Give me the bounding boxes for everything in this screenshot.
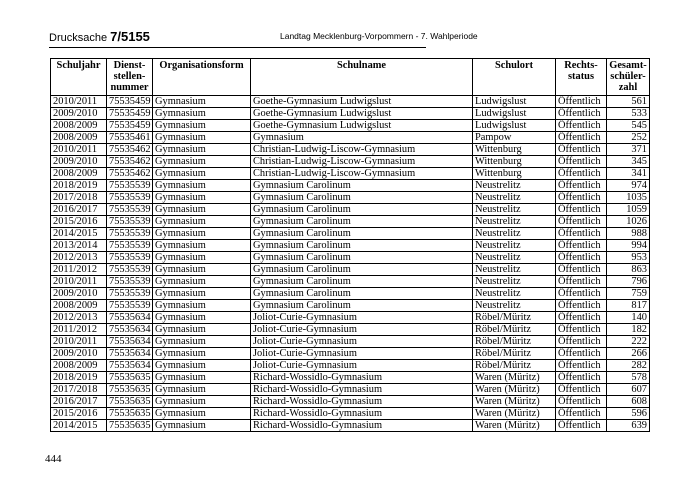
col-schulname-cell: Gymnasium Carolinum [251,192,473,204]
col-dienststellennummer-cell: 75535635 [107,396,153,408]
col-schulname-cell: Joliot-Curie-Gymnasium [251,312,473,324]
col-rechtsstatus-cell: Öffentlich [556,276,607,288]
col-gesamtschuelerzahl-cell: 140 [607,312,650,324]
table-row [51,252,650,264]
col-rechtsstatus-cell: Öffentlich [556,312,607,324]
col-schulname-cell: Joliot-Curie-Gymnasium [251,324,473,336]
col-organisationsform-cell: Gymnasium [153,324,251,336]
table-header-row [51,59,650,96]
col-schulname-cell: Gymnasium Carolinum [251,204,473,216]
col-dienststellennummer-cell: 75535459 [107,96,153,108]
table-row [51,408,650,420]
col-schulort-cell: Röbel/Müritz [473,312,556,324]
col-organisationsform-cell: Gymnasium [153,372,251,384]
col-organisationsform-cell: Gymnasium [153,192,251,204]
table-row [51,204,650,216]
col-schulname-cell: Joliot-Curie-Gymnasium [251,336,473,348]
col-rechtsstatus-cell: Öffentlich [556,192,607,204]
col-rechtsstatus-cell: Öffentlich [556,348,607,360]
col-schulname-cell: Richard-Wossidlo-Gymnasium [251,384,473,396]
col-schulort-cell: Waren (Müritz) [473,396,556,408]
col-rechtsstatus-cell: Öffentlich [556,288,607,300]
col-organisationsform-cell: Gymnasium [153,408,251,420]
col-gesamtschuelerzahl-cell: 994 [607,240,650,252]
col-dienststellennummer-cell: 75535539 [107,276,153,288]
col-schulname-cell: Christian-Ludwig-Liscow-Gymnasium [251,156,473,168]
col-organisationsform-cell: Gymnasium [153,108,251,120]
col-gesamtschuelerzahl-cell: 1026 [607,216,650,228]
col-dienststellennummer-cell: 75535539 [107,180,153,192]
col-dienststellennummer-cell: 75535635 [107,372,153,384]
col-schuljahr-cell: 2008/2009 [51,120,107,132]
col-rechtsstatus-header [556,59,607,96]
col-schulort-cell: Waren (Müritz) [473,420,556,432]
col-rechtsstatus-cell: Öffentlich [556,252,607,264]
col-rechtsstatus-cell: Öffentlich [556,324,607,336]
table-body [51,96,650,432]
col-dienststellennummer-cell: 75535634 [107,348,153,360]
col-gesamtschuelerzahl-cell: 863 [607,264,650,276]
col-organisationsform-cell: Gymnasium [153,348,251,360]
col-schuljahr-cell: 2010/2011 [51,96,107,108]
col-schulort-cell: Waren (Müritz) [473,384,556,396]
col-schuljahr-cell: 2010/2011 [51,276,107,288]
header-line: nummer [110,82,149,93]
table-row [51,396,650,408]
col-schulname-cell: Goethe-Gymnasium Ludwigslust [251,108,473,120]
col-rechtsstatus-cell: Öffentlich [556,204,607,216]
col-gesamtschuelerzahl-cell: 371 [607,144,650,156]
document-label [49,29,150,44]
col-dienststellennummer-cell: 75535634 [107,336,153,348]
table-row [51,300,650,312]
col-rechtsstatus-cell: Öffentlich [556,264,607,276]
col-schulort-cell: Wittenburg [473,168,556,180]
table-row [51,108,650,120]
col-schuljahr-cell: 2009/2010 [51,348,107,360]
col-gesamtschuelerzahl-cell: 796 [607,276,650,288]
col-gesamtschuelerzahl-cell: 545 [607,120,650,132]
col-schulort-cell: Neustrelitz [473,240,556,252]
col-schuljahr-cell: 2017/2018 [51,192,107,204]
col-organisationsform-cell: Gymnasium [153,132,251,144]
col-schuljahr-cell: 2008/2009 [51,168,107,180]
col-schuljahr-cell: 2008/2009 [51,360,107,372]
table-row [51,180,650,192]
col-schulort-cell: Waren (Müritz) [473,372,556,384]
col-organisationsform-cell: Gymnasium [153,180,251,192]
table-row [51,324,650,336]
col-organisationsform-cell: Gymnasium [153,420,251,432]
table-row [51,384,650,396]
table-row [51,144,650,156]
col-schuljahr-cell: 2015/2016 [51,408,107,420]
header-line: stellen- [113,71,146,82]
col-schuljahr-cell: 2012/2013 [51,312,107,324]
col-rechtsstatus-cell: Öffentlich [556,372,607,384]
col-dienststellennummer-cell: 75535635 [107,384,153,396]
col-schulort-cell: Ludwigslust [473,108,556,120]
col-dienststellennummer-cell: 75535635 [107,420,153,432]
header-line: Gesamt- [609,60,647,71]
col-organisationsform-cell: Gymnasium [153,384,251,396]
col-rechtsstatus-cell: Öffentlich [556,180,607,192]
col-schuljahr-cell: 2016/2017 [51,204,107,216]
col-schulort-cell: Neustrelitz [473,288,556,300]
col-schulort-cell: Wittenburg [473,144,556,156]
col-schulname-cell: Gymnasium Carolinum [251,300,473,312]
col-gesamtschuelerzahl-cell: 988 [607,228,650,240]
table-row [51,276,650,288]
col-rechtsstatus-cell: Öffentlich [556,336,607,348]
header-line: Dienst- [113,60,146,71]
col-gesamtschuelerzahl-cell: 639 [607,420,650,432]
col-dienststellennummer-cell: 75535539 [107,252,153,264]
col-organisationsform-cell: Gymnasium [153,300,251,312]
col-organisationsform-cell: Gymnasium [153,216,251,228]
col-schulname-cell: Gymnasium Carolinum [251,240,473,252]
col-gesamtschuelerzahl-cell: 341 [607,168,650,180]
col-organisationsform-cell: Gymnasium [153,228,251,240]
col-organisationsform-cell: Gymnasium [153,240,251,252]
col-schuljahr-cell: 2010/2011 [51,144,107,156]
col-schulort-cell: Röbel/Müritz [473,336,556,348]
table-row [51,216,650,228]
col-gesamtschuelerzahl-cell: 578 [607,372,650,384]
col-schulort-cell: Röbel/Müritz [473,360,556,372]
col-rechtsstatus-cell: Öffentlich [556,240,607,252]
col-gesamtschuelerzahl-cell: 953 [607,252,650,264]
col-schulname-cell: Goethe-Gymnasium Ludwigslust [251,96,473,108]
col-organisationsform-cell: Gymnasium [153,120,251,132]
col-schulname-cell: Joliot-Curie-Gymnasium [251,348,473,360]
table-row [51,372,650,384]
col-schulort-cell: Neustrelitz [473,204,556,216]
col-schulort-cell: Neustrelitz [473,228,556,240]
col-dienststellennummer-cell: 75535539 [107,228,153,240]
col-gesamtschuelerzahl-cell: 1035 [607,192,650,204]
col-organisationsform-cell: Gymnasium [153,276,251,288]
col-dienststellennummer-cell: 75535539 [107,288,153,300]
table-row [51,132,650,144]
col-rechtsstatus-cell: Öffentlich [556,396,607,408]
col-dienststellennummer-header [107,59,153,96]
col-schulort-cell: Röbel/Müritz [473,348,556,360]
col-organisationsform-cell: Gymnasium [153,264,251,276]
col-schulname-cell: Richard-Wossidlo-Gymnasium [251,408,473,420]
col-dienststellennummer-cell: 75535462 [107,156,153,168]
col-rechtsstatus-cell: Öffentlich [556,216,607,228]
col-rechtsstatus-cell: Öffentlich [556,360,607,372]
col-dienststellennummer-cell: 75535539 [107,264,153,276]
col-dienststellennummer-cell: 75535462 [107,144,153,156]
doc-number: 7/5155 [110,29,150,44]
col-schulname-cell: Goethe-Gymnasium Ludwigslust [251,120,473,132]
col-organisationsform-cell: Gymnasium [153,252,251,264]
table-row [51,420,650,432]
col-rechtsstatus-cell: Öffentlich [556,420,607,432]
col-dienststellennummer-cell: 75535461 [107,132,153,144]
header-line: status [568,71,594,82]
col-schuljahr-cell: 2015/2016 [51,216,107,228]
col-schulname-cell: Gymnasium Carolinum [251,276,473,288]
col-rechtsstatus-cell: Öffentlich [556,228,607,240]
table-row [51,288,650,300]
col-dienststellennummer-cell: 75535459 [107,120,153,132]
col-schulort-cell: Neustrelitz [473,216,556,228]
table-row [51,360,650,372]
col-dienststellennummer-cell: 75535539 [107,192,153,204]
header-line: Organisationsform [159,60,244,71]
col-schulort-cell: Neustrelitz [473,180,556,192]
col-schulname-cell: Christian-Ludwig-Liscow-Gymnasium [251,144,473,156]
doc-label-text: Drucksache [49,32,108,44]
col-organisationsform-cell: Gymnasium [153,360,251,372]
col-schulort-cell: Röbel/Müritz [473,324,556,336]
col-schulort-cell: Neustrelitz [473,252,556,264]
col-organisationsform-cell: Gymnasium [153,288,251,300]
header-line: Schulname [336,60,387,71]
table-row [51,120,650,132]
header-line: zahl [618,82,638,93]
col-gesamtschuelerzahl-cell: 345 [607,156,650,168]
col-rechtsstatus-cell: Öffentlich [556,168,607,180]
col-dienststellennummer-cell: 75535539 [107,300,153,312]
col-schulort-cell: Wittenburg [473,156,556,168]
col-schuljahr-cell: 2013/2014 [51,240,107,252]
col-gesamtschuelerzahl-cell: 596 [607,408,650,420]
header-line: schüler- [610,71,646,82]
col-schulname-cell: Gymnasium Carolinum [251,252,473,264]
col-schulort-cell: Ludwigslust [473,96,556,108]
col-schulname-cell: Richard-Wossidlo-Gymnasium [251,420,473,432]
col-schulname-cell: Gymnasium Carolinum [251,264,473,276]
col-schulname-cell: Gymnasium Carolinum [251,228,473,240]
col-schulort-header [473,59,556,96]
col-organisationsform-cell: Gymnasium [153,96,251,108]
col-gesamtschuelerzahl-cell: 252 [607,132,650,144]
col-schuljahr-cell: 2008/2009 [51,300,107,312]
col-schulname-cell: Gymnasium Carolinum [251,216,473,228]
col-schulort-cell: Neustrelitz [473,300,556,312]
col-gesamtschuelerzahl-cell: 533 [607,108,650,120]
col-schulname-cell: Richard-Wossidlo-Gymnasium [251,372,473,384]
col-gesamtschuelerzahl-cell: 607 [607,384,650,396]
col-organisationsform-cell: Gymnasium [153,168,251,180]
col-gesamtschuelerzahl-cell: 266 [607,348,650,360]
col-gesamtschuelerzahl-cell: 222 [607,336,650,348]
col-organisationsform-cell: Gymnasium [153,144,251,156]
col-dienststellennummer-cell: 75535459 [107,108,153,120]
col-rechtsstatus-cell: Öffentlich [556,132,607,144]
col-schuljahr-cell: 2010/2011 [51,336,107,348]
col-dienststellennummer-cell: 75535634 [107,360,153,372]
col-schuljahr-cell: 2012/2013 [51,252,107,264]
col-gesamtschuelerzahl-cell: 817 [607,300,650,312]
table-row [51,336,650,348]
col-schulname-cell: Gymnasium Carolinum [251,288,473,300]
col-rechtsstatus-cell: Öffentlich [556,300,607,312]
table-row [51,228,650,240]
col-schulname-cell: Richard-Wossidlo-Gymnasium [251,396,473,408]
col-rechtsstatus-cell: Öffentlich [556,120,607,132]
table-row [51,192,650,204]
col-organisationsform-cell: Gymnasium [153,312,251,324]
col-organisationsform-cell: Gymnasium [153,204,251,216]
table-row [51,264,650,276]
col-gesamtschuelerzahl-cell: 182 [607,324,650,336]
col-organisationsform-cell: Gymnasium [153,156,251,168]
col-rechtsstatus-cell: Öffentlich [556,96,607,108]
parliament-header: Landtag Mecklenburg-Vorpommern - 7. Wahlperiode [280,31,478,41]
col-rechtsstatus-cell: Öffentlich [556,144,607,156]
table-row [51,156,650,168]
col-schuljahr-cell: 2009/2010 [51,288,107,300]
table-row [51,96,650,108]
col-schulort-cell: Neustrelitz [473,276,556,288]
schools-table [50,58,650,432]
table-row [51,312,650,324]
table-row [51,168,650,180]
col-schuljahr-cell: 2011/2012 [51,324,107,336]
col-gesamtschuelerzahl-header [607,59,650,96]
col-dienststellennummer-cell: 75535539 [107,240,153,252]
col-gesamtschuelerzahl-cell: 974 [607,180,650,192]
col-dienststellennummer-cell: 75535539 [107,204,153,216]
col-gesamtschuelerzahl-cell: 759 [607,288,650,300]
col-rechtsstatus-cell: Öffentlich [556,108,607,120]
col-schuljahr-cell: 2017/2018 [51,384,107,396]
col-dienststellennummer-cell: 75535634 [107,324,153,336]
col-schuljahr-cell: 2009/2010 [51,156,107,168]
col-schulort-cell: Pampow [473,132,556,144]
col-gesamtschuelerzahl-cell: 1059 [607,204,650,216]
col-gesamtschuelerzahl-cell: 608 [607,396,650,408]
col-dienststellennummer-cell: 75535634 [107,312,153,324]
col-rechtsstatus-cell: Öffentlich [556,156,607,168]
col-schulort-cell: Neustrelitz [473,192,556,204]
col-organisationsform-cell: Gymnasium [153,396,251,408]
table-row [51,348,650,360]
col-organisationsform-header [153,59,251,96]
col-dienststellennummer-cell: 75535539 [107,216,153,228]
col-organisationsform-cell: Gymnasium [153,336,251,348]
col-schuljahr-cell: 2018/2019 [51,372,107,384]
col-schulort-cell: Ludwigslust [473,120,556,132]
col-schuljahr-cell: 2018/2019 [51,180,107,192]
col-schulort-cell: Waren (Müritz) [473,408,556,420]
col-schuljahr-cell: 2014/2015 [51,420,107,432]
col-rechtsstatus-cell: Öffentlich [556,384,607,396]
col-dienststellennummer-cell: 75535462 [107,168,153,180]
col-schuljahr-header [51,59,107,96]
col-schulort-cell: Neustrelitz [473,264,556,276]
col-gesamtschuelerzahl-cell: 282 [607,360,650,372]
col-gesamtschuelerzahl-cell: 561 [607,96,650,108]
col-dienststellennummer-cell: 75535635 [107,408,153,420]
header-line: Schulort [494,60,534,71]
col-schuljahr-cell: 2009/2010 [51,108,107,120]
header-rule [49,47,426,48]
header-line: Rechts- [564,60,598,71]
col-schuljahr-cell: 2016/2017 [51,396,107,408]
col-schulname-cell: Christian-Ludwig-Liscow-Gymnasium [251,168,473,180]
col-schulname-header [251,59,473,96]
col-schulname-cell: Gymnasium [251,132,473,144]
col-schulname-cell: Gymnasium Carolinum [251,180,473,192]
page-number: 444 [45,453,62,465]
col-schuljahr-cell: 2014/2015 [51,228,107,240]
col-rechtsstatus-cell: Öffentlich [556,408,607,420]
header-line: Schuljahr [56,60,101,71]
table-row [51,240,650,252]
col-schuljahr-cell: 2011/2012 [51,264,107,276]
col-schulname-cell: Joliot-Curie-Gymnasium [251,360,473,372]
col-schuljahr-cell: 2008/2009 [51,132,107,144]
